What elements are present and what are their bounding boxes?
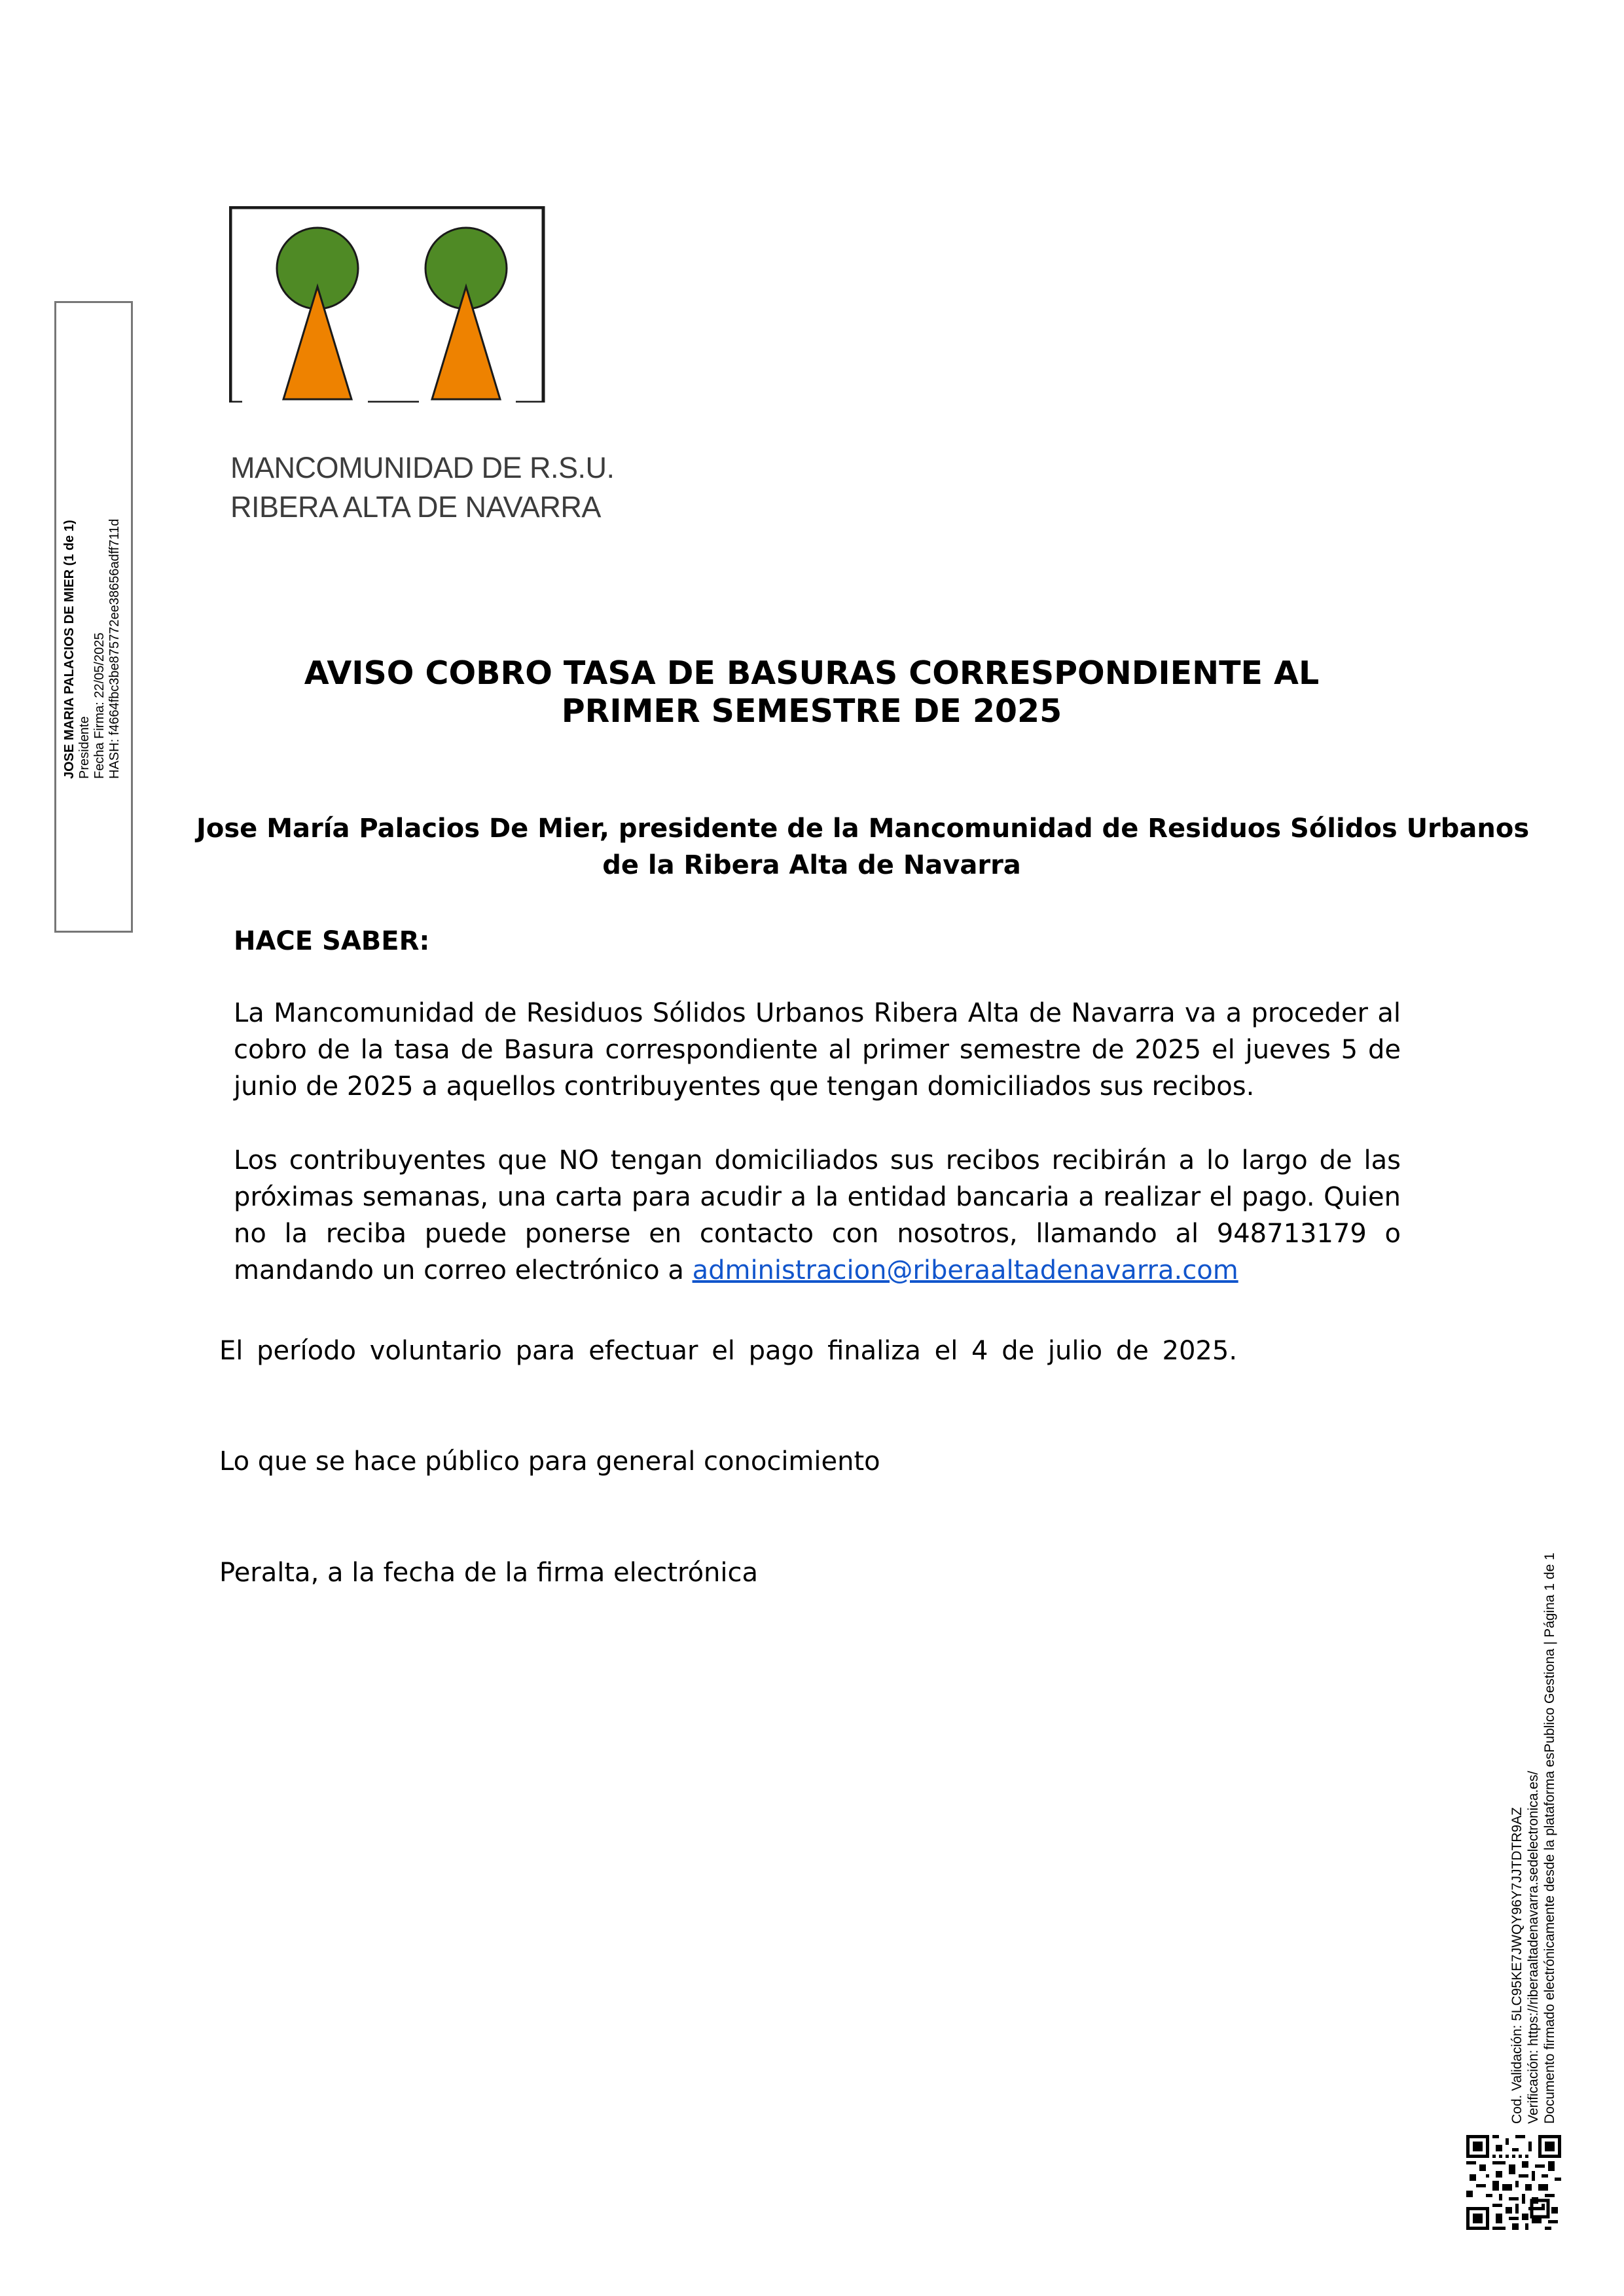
paragraph-contribuyentes [234, 1142, 1401, 1289]
validation-platform: Documento firmado electrónicamente desde la plataforma esPublico Gestiona | Página 1 de 1 [1542, 1552, 1557, 2124]
signature-hash: HASH: f4664fbc3be875772ee38656adff711d [107, 518, 122, 779]
hace-saber-heading: HACE SABER: [234, 926, 430, 956]
logo-frame [230, 207, 543, 403]
paragraph-contribuyentes-text: Los contribuyentes que NO tengan domiciliados sus recibos recibirán a lo largo de las próximas semanas, una carta para acudir a la entidad bancaria a realizar el pago. Quien no la reciba puede ponerse en contacto con nosotros, llamando al 948713179 o mandando un correo electrónico a [234, 1145, 1401, 1285]
page-title [196, 655, 1427, 730]
title-line-2: PRIMER SEMESTRE DE 2025 [561, 692, 1062, 730]
validation-url: Verificación: https://riberaaltadenavarra.sedelectronica.es/ [1526, 1770, 1541, 2124]
title-line-1: AVISO COBRO TASA DE BASURAS CORRESPONDIENTE AL [304, 655, 1320, 692]
signature-date: Fecha Firma: 22/05/2025 [92, 632, 107, 779]
qr-code-icon[interactable] [1466, 2135, 1561, 2230]
logo-line-2: RIBERA ALTA DE NAVARRA [230, 490, 601, 524]
signature-signer: JOSE MARIA PALACIOS DE MIER (1 de 1) [62, 520, 77, 779]
paragraph-cobro: La Mancomunidad de Residuos Sólidos Urbanos Ribera Alta de Navarra va a proceder al cobro de la tasa de Basura correspondiente al primer semestre de 2025 el jueves 5 de junio de 2025 a aquellos contribuyentes que tengan domiciliados sus recibos. [234, 998, 1401, 1102]
intro-line-2: de la Ribera Alta de Navarra [602, 850, 1021, 880]
signature-role: Presidente [77, 716, 92, 779]
logo-right-triangle [432, 287, 500, 399]
logo-line-1: MANCOMUNIDAD DE R.S.U. [230, 451, 615, 484]
place-date-line: Peralta, a la fecha de la firma electrónica [219, 1558, 759, 1588]
mancomunidad-logo [229, 206, 556, 403]
email-link[interactable]: administracion@riberaaltadenavarra.com [692, 1255, 1238, 1285]
periodo-voluntario: El período voluntario para efectuar el pago finaliza el 4 de julio de 2025. [219, 1336, 1238, 1366]
logo-left-triangle [283, 287, 352, 399]
conocimiento-line: Lo que se hace público para general conocimiento [219, 1446, 880, 1477]
signature-text [62, 497, 122, 779]
intro-heading [196, 810, 1530, 884]
intro-line-1: Jose María Palacios De Mier, presidente de la Mancomunidad de Residuos Sólidos Urbanos [196, 814, 1530, 844]
validation-code: Cod. Validación: 5LC95KE7JWQY96Y7JJTDTR9AZ [1509, 1807, 1525, 2124]
logo-caption [230, 448, 615, 527]
validation-text [1509, 1430, 1558, 2124]
